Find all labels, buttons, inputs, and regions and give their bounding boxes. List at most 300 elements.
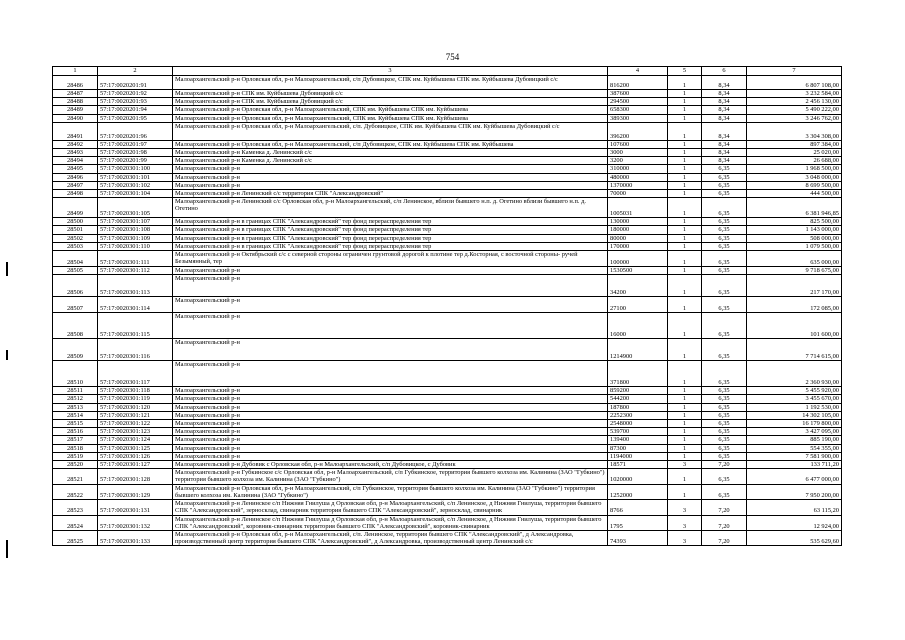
total-value: 25 020,00 (747, 149, 842, 157)
rate-value: 6,35 (702, 218, 747, 226)
rate-value: 6,35 (702, 242, 747, 250)
address-description: Малоархангельский р-н Ленинский с/с Орловская обл, р-н Малоархангельский, с/п Ленинское, вблизи бывшего н.п. д. Огетино вблизи бывшего н.п. д. Огетино (173, 198, 608, 218)
area-value: 100000 (608, 251, 668, 267)
cadastral-number: 57:17:0020201:94 (98, 106, 173, 114)
category-code: 1 (668, 411, 702, 419)
table-row (53, 428, 842, 436)
total-value: 1 968 500,00 (747, 165, 842, 173)
table-row (53, 98, 842, 106)
category-code: 1 (668, 469, 702, 484)
rate-value: 7,20 (702, 530, 747, 545)
column-header: 5 (668, 67, 702, 76)
cadastral-number: 57:17:0020301:104 (98, 190, 173, 198)
category-code: 1 (668, 267, 702, 275)
address-description: Малоархангельский р-н (173, 181, 608, 189)
table-row (53, 157, 842, 165)
address-description: Малоархангельский р-н (173, 395, 608, 403)
area-value: 3000 (608, 149, 668, 157)
address-description: Малоархангельский р-н Орловская обл, р-н Малоархангельский, с/п. Дубовицкое, СПК им. Куйбышева СПК им. Куйбышева Дубовицкий с/с (173, 122, 608, 140)
address-description: Малоархангельский р-н Орловская обл, р-н Малоархангельский, СПК им. Куйбышева СПК им. Куйбышева (173, 114, 608, 122)
area-value: 1020000 (608, 469, 668, 484)
category-code: 1 (668, 114, 702, 122)
row-number: 28489 (53, 106, 98, 114)
total-value: 14 302 105,00 (747, 411, 842, 419)
total-value: 12 924,00 (747, 515, 842, 530)
area-value: 170000 (608, 242, 668, 250)
address-description: Малоархангельский р-н (173, 313, 608, 339)
cadastral-number: 57:17:0020301:127 (98, 461, 173, 469)
table-row (53, 181, 842, 189)
table-row (53, 198, 842, 218)
cadastral-number: 57:17:0020201:97 (98, 140, 173, 148)
address-description: Малоархангельский р-н в границах СПК "Александровский" тер фонд перераспределения тер (173, 234, 608, 242)
category-code: 1 (668, 484, 702, 499)
total-value: 1 192 530,00 (747, 403, 842, 411)
area-value: 18571 (608, 461, 668, 469)
cadastral-number: 57:17:0020301:118 (98, 387, 173, 395)
column-header: 4 (608, 67, 668, 76)
cadastral-number: 57:17:0020301:110 (98, 242, 173, 250)
address-description: Малоархангельский р-н в границах СПК "Александровский" тер фонд перераспределения тер (173, 226, 608, 234)
table-row (53, 452, 842, 460)
table-row (53, 267, 842, 275)
rate-value: 6,35 (702, 403, 747, 411)
rate-value: 8,34 (702, 149, 747, 157)
address-description: Малоархангельский р-н Октябрьский с/с с северной стороны ограничен грунтовой дорогой к плотине тер д.Косторная, с восточной стороны- ручей Безымянный, тер (173, 251, 608, 267)
area-value: 1530500 (608, 267, 668, 275)
row-number: 28516 (53, 428, 98, 436)
table-row (53, 436, 842, 444)
area-value: 1370000 (608, 181, 668, 189)
row-number: 28492 (53, 140, 98, 148)
category-code: 1 (668, 339, 702, 361)
column-header: 2 (98, 67, 173, 76)
row-number: 28510 (53, 361, 98, 387)
cadastral-number: 57:17:0020301:120 (98, 403, 173, 411)
row-number: 28488 (53, 98, 98, 106)
address-description: Малоархангельский р-н в границах СПК "Александровский" тер фонд перераспределения тер (173, 218, 608, 226)
total-value: 885 190,00 (747, 436, 842, 444)
cadastral-number: 57:17:0020301:105 (98, 198, 173, 218)
category-code: 1 (668, 173, 702, 181)
address-description: Малоархангельский р-н Ленинское с/п Нижняя Гнилуша д Орловская обл, р-н Малоархангельский, с/п Ленинское, д Нижняя Гнилуша, территория бывшего СПК "Александровский", зерносклад, свинарник территория бывшего СПК "Александровский", зерносклад, свинарник (173, 500, 608, 515)
column-header: 7 (747, 67, 842, 76)
table-row (53, 173, 842, 181)
cadastral-number: 57:17:0020201:91 (98, 76, 173, 90)
table-row (53, 165, 842, 173)
total-value: 101 600,00 (747, 313, 842, 339)
total-value: 7 714 615,00 (747, 339, 842, 361)
cadastral-number: 57:17:0020301:102 (98, 181, 173, 189)
cadastral-number: 57:17:0020301:109 (98, 234, 173, 242)
column-header: 3 (173, 67, 608, 76)
total-value: 2 456 130,00 (747, 98, 842, 106)
address-description: Малоархангельский р-н (173, 436, 608, 444)
total-value: 554 355,00 (747, 444, 842, 452)
cadastral-number: 57:17:0020301:133 (98, 530, 173, 545)
cadastral-number: 57:17:0020301:111 (98, 251, 173, 267)
category-code: 1 (668, 98, 702, 106)
table-row (53, 234, 842, 242)
rate-value: 6,35 (702, 469, 747, 484)
category-code: 1 (668, 165, 702, 173)
total-value: 3 455 670,00 (747, 395, 842, 403)
row-number: 28499 (53, 198, 98, 218)
category-code: 1 (668, 313, 702, 339)
row-number: 28486 (53, 76, 98, 90)
area-value: 16000 (608, 313, 668, 339)
category-code: 1 (668, 198, 702, 218)
rate-value: 6,35 (702, 251, 747, 267)
total-value: 7 581 900,00 (747, 452, 842, 460)
cadastral-number: 57:17:0020301:100 (98, 165, 173, 173)
address-description: Малоархангельский р-н Орловская обл, р-н Малоархангельский, с/п Дубовицкое, СПК им. Куйбышева СПК им. Куйбышева (173, 140, 608, 148)
row-number: 28501 (53, 226, 98, 234)
cadastral-number: 57:17:0020301:125 (98, 444, 173, 452)
row-number: 28505 (53, 267, 98, 275)
total-value: 16 179 800,00 (747, 420, 842, 428)
category-code: 1 (668, 428, 702, 436)
table-row (53, 242, 842, 250)
cadastral-number: 57:17:0020301:132 (98, 515, 173, 530)
category-code: 3 (668, 461, 702, 469)
rate-value: 6,35 (702, 420, 747, 428)
row-number: 28491 (53, 122, 98, 140)
cadastral-number: 57:17:0020301:124 (98, 436, 173, 444)
rate-value: 6,35 (702, 267, 747, 275)
rate-value: 8,34 (702, 122, 747, 140)
total-value: 6 477 000,00 (747, 469, 842, 484)
row-number: 28507 (53, 297, 98, 313)
table-row (53, 403, 842, 411)
address-description: Малоархангельский р-н (173, 452, 608, 460)
table-row (53, 76, 842, 90)
row-number: 28524 (53, 515, 98, 530)
row-number: 28511 (53, 387, 98, 395)
area-value: 130000 (608, 218, 668, 226)
category-code: 1 (668, 242, 702, 250)
total-value: 3 304 308,00 (747, 122, 842, 140)
rate-value: 6,35 (702, 297, 747, 313)
category-code: 1 (668, 234, 702, 242)
category-code: 1 (668, 444, 702, 452)
table-body (53, 67, 842, 546)
area-value: 139400 (608, 436, 668, 444)
area-value: 87300 (608, 444, 668, 452)
total-value: 26 688,00 (747, 157, 842, 165)
address-description: Малоархангельский р-н (173, 403, 608, 411)
rate-value: 6,35 (702, 181, 747, 189)
category-code: 3 (668, 515, 702, 530)
rate-value: 8,34 (702, 157, 747, 165)
total-value: 635 000,00 (747, 251, 842, 267)
category-code: 1 (668, 436, 702, 444)
row-number: 28506 (53, 275, 98, 297)
category-code: 1 (668, 420, 702, 428)
area-value: 2252300 (608, 411, 668, 419)
rate-value: 6,35 (702, 361, 747, 387)
row-number: 28502 (53, 234, 98, 242)
total-value: 217 170,00 (747, 275, 842, 297)
area-value: 294500 (608, 98, 668, 106)
category-code: 1 (668, 140, 702, 148)
row-number: 28525 (53, 530, 98, 545)
area-value: 80000 (608, 234, 668, 242)
row-number: 28500 (53, 218, 98, 226)
address-description: Малоархангельский р-н Орловская обл, р-н Малоархангельский, с/п Дубовицкое, СПК им. Куйбышева СПК им. Куйбышева Дубовицкий с/с (173, 76, 608, 90)
rate-value: 6,35 (702, 226, 747, 234)
total-value: 897 384,00 (747, 140, 842, 148)
table-row (53, 149, 842, 157)
row-number: 28497 (53, 181, 98, 189)
table-row (53, 484, 842, 499)
area-value: 387600 (608, 90, 668, 98)
row-number: 28514 (53, 411, 98, 419)
table-row (53, 106, 842, 114)
table-row (53, 461, 842, 469)
total-value: 1 143 000,00 (747, 226, 842, 234)
cadastral-number: 57:17:0020301:117 (98, 361, 173, 387)
rate-value: 6,35 (702, 411, 747, 419)
category-code: 1 (668, 76, 702, 90)
area-value: 816200 (608, 76, 668, 90)
rate-value: 6,35 (702, 395, 747, 403)
table-row (53, 226, 842, 234)
total-value: 1 079 500,00 (747, 242, 842, 250)
table-row (53, 339, 842, 361)
rate-value: 6,35 (702, 428, 747, 436)
row-number: 28503 (53, 242, 98, 250)
area-value: 70000 (608, 190, 668, 198)
row-number: 28520 (53, 461, 98, 469)
address-description: Малоархангельский р-н (173, 339, 608, 361)
rate-value: 6,35 (702, 165, 747, 173)
address-description: Малоархангельский р-н (173, 387, 608, 395)
address-description: Малоархангельский р-н Орловская обл, р-н Малоархангельский, СПК им. Куйбышева СПК им. Куйбышева (173, 106, 608, 114)
total-value: 508 000,00 (747, 234, 842, 242)
cadastral-number: 57:17:0020201:92 (98, 90, 173, 98)
total-value: 63 115,20 (747, 500, 842, 515)
cadastral-number: 57:17:0020301:114 (98, 297, 173, 313)
table-row (53, 500, 842, 515)
area-value: 658300 (608, 106, 668, 114)
rate-value: 7,20 (702, 500, 747, 515)
cadastral-number: 57:17:0020301:112 (98, 267, 173, 275)
address-description: Малоархангельский р-н (173, 411, 608, 419)
category-code: 1 (668, 403, 702, 411)
address-description: Малоархангельский р-н (173, 420, 608, 428)
category-code: 1 (668, 157, 702, 165)
total-value: 6 381 946,85 (747, 198, 842, 218)
table-row (53, 361, 842, 387)
scan-edge-mark (6, 540, 8, 558)
rate-value: 8,34 (702, 106, 747, 114)
category-code: 1 (668, 387, 702, 395)
cadastral-number: 57:17:0020301:129 (98, 484, 173, 499)
total-value: 444 500,00 (747, 190, 842, 198)
area-value: 1214900 (608, 339, 668, 361)
area-value: 1194000 (608, 452, 668, 460)
cadastral-number: 57:17:0020301:113 (98, 275, 173, 297)
category-code: 1 (668, 275, 702, 297)
land-register-table (52, 66, 842, 546)
cadastral-number: 57:17:0020301:128 (98, 469, 173, 484)
area-value: 180000 (608, 226, 668, 234)
rate-value: 8,34 (702, 90, 747, 98)
area-value: 1795 (608, 515, 668, 530)
address-description: Малоархангельский р-н Каменка д. Ленинский с/с (173, 149, 608, 157)
area-value: 2548000 (608, 420, 668, 428)
area-value: 539700 (608, 428, 668, 436)
row-number: 28490 (53, 114, 98, 122)
rate-value: 6,35 (702, 313, 747, 339)
cadastral-number: 57:17:0020301:101 (98, 173, 173, 181)
category-code: 1 (668, 395, 702, 403)
category-code: 1 (668, 218, 702, 226)
scan-edge-mark (6, 262, 8, 276)
row-number: 28513 (53, 403, 98, 411)
cadastral-number: 57:17:0020301:122 (98, 420, 173, 428)
row-number: 28496 (53, 173, 98, 181)
table-row (53, 190, 842, 198)
table-row (53, 313, 842, 339)
category-code: 1 (668, 122, 702, 140)
total-value: 3 048 000,00 (747, 173, 842, 181)
table-row (53, 530, 842, 545)
rate-value: 6,35 (702, 444, 747, 452)
cadastral-number: 57:17:0020301:108 (98, 226, 173, 234)
area-value: 859200 (608, 387, 668, 395)
total-value: 5 490 222,00 (747, 106, 842, 114)
rate-value: 6,35 (702, 198, 747, 218)
row-number: 28508 (53, 313, 98, 339)
total-value: 7 950 200,00 (747, 484, 842, 499)
cadastral-number: 57:17:0020201:95 (98, 114, 173, 122)
address-description: Малоархангельский р-н (173, 297, 608, 313)
address-description: Малоархангельский р-н (173, 165, 608, 173)
total-value: 3 246 762,00 (747, 114, 842, 122)
row-number: 28518 (53, 444, 98, 452)
row-number: 28512 (53, 395, 98, 403)
area-value: 1252000 (608, 484, 668, 499)
area-value: 396200 (608, 122, 668, 140)
rate-value: 8,34 (702, 114, 747, 122)
scan-edge-mark (6, 350, 8, 360)
rate-value: 7,20 (702, 515, 747, 530)
cadastral-number: 57:17:0020201:96 (98, 122, 173, 140)
address-description: Малоархангельский р-н (173, 267, 608, 275)
table-row (53, 515, 842, 530)
rate-value: 8,34 (702, 76, 747, 90)
address-description: Малоархангельский р-н Губкинское с/с Орловская обл, р-н Малоархангельский, с/п Губкинское, территория бывшего колхоза им. Калинина (ЗАО "Губкино") территория бывшего колхоза им. Калинина (ЗАО "Губкино") (173, 469, 608, 484)
table-row (53, 275, 842, 297)
address-description: Малоархангельский р-н (173, 361, 608, 387)
area-value: 480000 (608, 173, 668, 181)
table-row (53, 395, 842, 403)
table-row (53, 218, 842, 226)
table-header-row (53, 67, 842, 76)
address-description: Малоархангельский р-н Ленинское с/п Нижняя Гнилуша д Орловская обл, р-н Малоархангельский, с/п Ленинское, д Нижняя Гнилуша, территория бывшего СПК "Александровский", коровник-свинарник территория бывшего СПК "Александровский", коровник-свинарник (173, 515, 608, 530)
cadastral-number: 57:17:0020301:119 (98, 395, 173, 403)
address-description: Малоархангельский р-н Орловская обл, р-н Малоархангельский, с/п Губкинское, территория бывшего колхоза им. Калинина (ЗАО "Губкино") территория бывшего колхоза им. Калинина (ЗАО "Губкино") (173, 484, 608, 499)
row-number: 28495 (53, 165, 98, 173)
rate-value: 6,35 (702, 173, 747, 181)
rate-value: 6,35 (702, 436, 747, 444)
cadastral-number: 57:17:0020301:131 (98, 500, 173, 515)
row-number: 28519 (53, 452, 98, 460)
rate-value: 8,34 (702, 140, 747, 148)
area-value: 187800 (608, 403, 668, 411)
cadastral-number: 57:17:0020301:107 (98, 218, 173, 226)
address-description: Малоархангельский р-н (173, 444, 608, 452)
category-code: 1 (668, 251, 702, 267)
table-row (53, 387, 842, 395)
row-number: 28517 (53, 436, 98, 444)
column-header: 6 (702, 67, 747, 76)
row-number: 28504 (53, 251, 98, 267)
cadastral-number: 57:17:0020301:115 (98, 313, 173, 339)
area-value: 107600 (608, 140, 668, 148)
address-description: Малоархангельский р-н (173, 275, 608, 297)
cadastral-number: 57:17:0020301:121 (98, 411, 173, 419)
table-row (53, 469, 842, 484)
table-row (53, 122, 842, 140)
cadastral-number: 57:17:0020301:126 (98, 452, 173, 460)
rate-value: 6,35 (702, 275, 747, 297)
area-value: 310000 (608, 165, 668, 173)
category-code: 1 (668, 297, 702, 313)
area-value: 544200 (608, 395, 668, 403)
rate-value: 6,35 (702, 484, 747, 499)
address-description: Малоархангельский р-н СПК им. Куйбышева Дубовицкий с/с (173, 98, 608, 106)
area-value: 1005031 (608, 198, 668, 218)
row-number: 28509 (53, 339, 98, 361)
rate-value: 6,35 (702, 452, 747, 460)
table-row (53, 444, 842, 452)
rate-value: 8,34 (702, 98, 747, 106)
rate-value: 7,20 (702, 461, 747, 469)
address-description: Малоархангельский р-н Орловская обл, р-н Малоархангельский, с/п. Ленинское, территория бывшего СПК "Александровский", д Александровка, производственный центр территория бывшего СПК "Александровский", д Александровка, производственный центр Ленинский с/с (173, 530, 608, 545)
row-number: 28494 (53, 157, 98, 165)
rate-value: 6,35 (702, 190, 747, 198)
table-row (53, 297, 842, 313)
area-value: 389300 (608, 114, 668, 122)
total-value: 535 629,60 (747, 530, 842, 545)
category-code: 3 (668, 530, 702, 545)
category-code: 1 (668, 190, 702, 198)
address-description: Малоархангельский р-н Каменка д. Ленинский с/с (173, 157, 608, 165)
table-row (53, 140, 842, 148)
category-code: 1 (668, 226, 702, 234)
rate-value: 6,35 (702, 339, 747, 361)
row-number: 28523 (53, 500, 98, 515)
table-row (53, 420, 842, 428)
page-number: 754 (445, 52, 460, 62)
address-description: Малоархангельский р-н в границах СПК "Александровский" тер фонд перераспределения тер (173, 242, 608, 250)
cadastral-number: 57:17:0020201:93 (98, 98, 173, 106)
category-code: 1 (668, 149, 702, 157)
row-number: 28515 (53, 420, 98, 428)
category-code: 1 (668, 181, 702, 189)
total-value: 133 711,20 (747, 461, 842, 469)
row-number: 28493 (53, 149, 98, 157)
total-value: 6 807 108,00 (747, 76, 842, 90)
cadastral-number: 57:17:0020301:116 (98, 339, 173, 361)
cadastral-number: 57:17:0020201:99 (98, 157, 173, 165)
total-value: 3 232 584,00 (747, 90, 842, 98)
row-number: 28522 (53, 484, 98, 499)
cadastral-number: 57:17:0020201:98 (98, 149, 173, 157)
